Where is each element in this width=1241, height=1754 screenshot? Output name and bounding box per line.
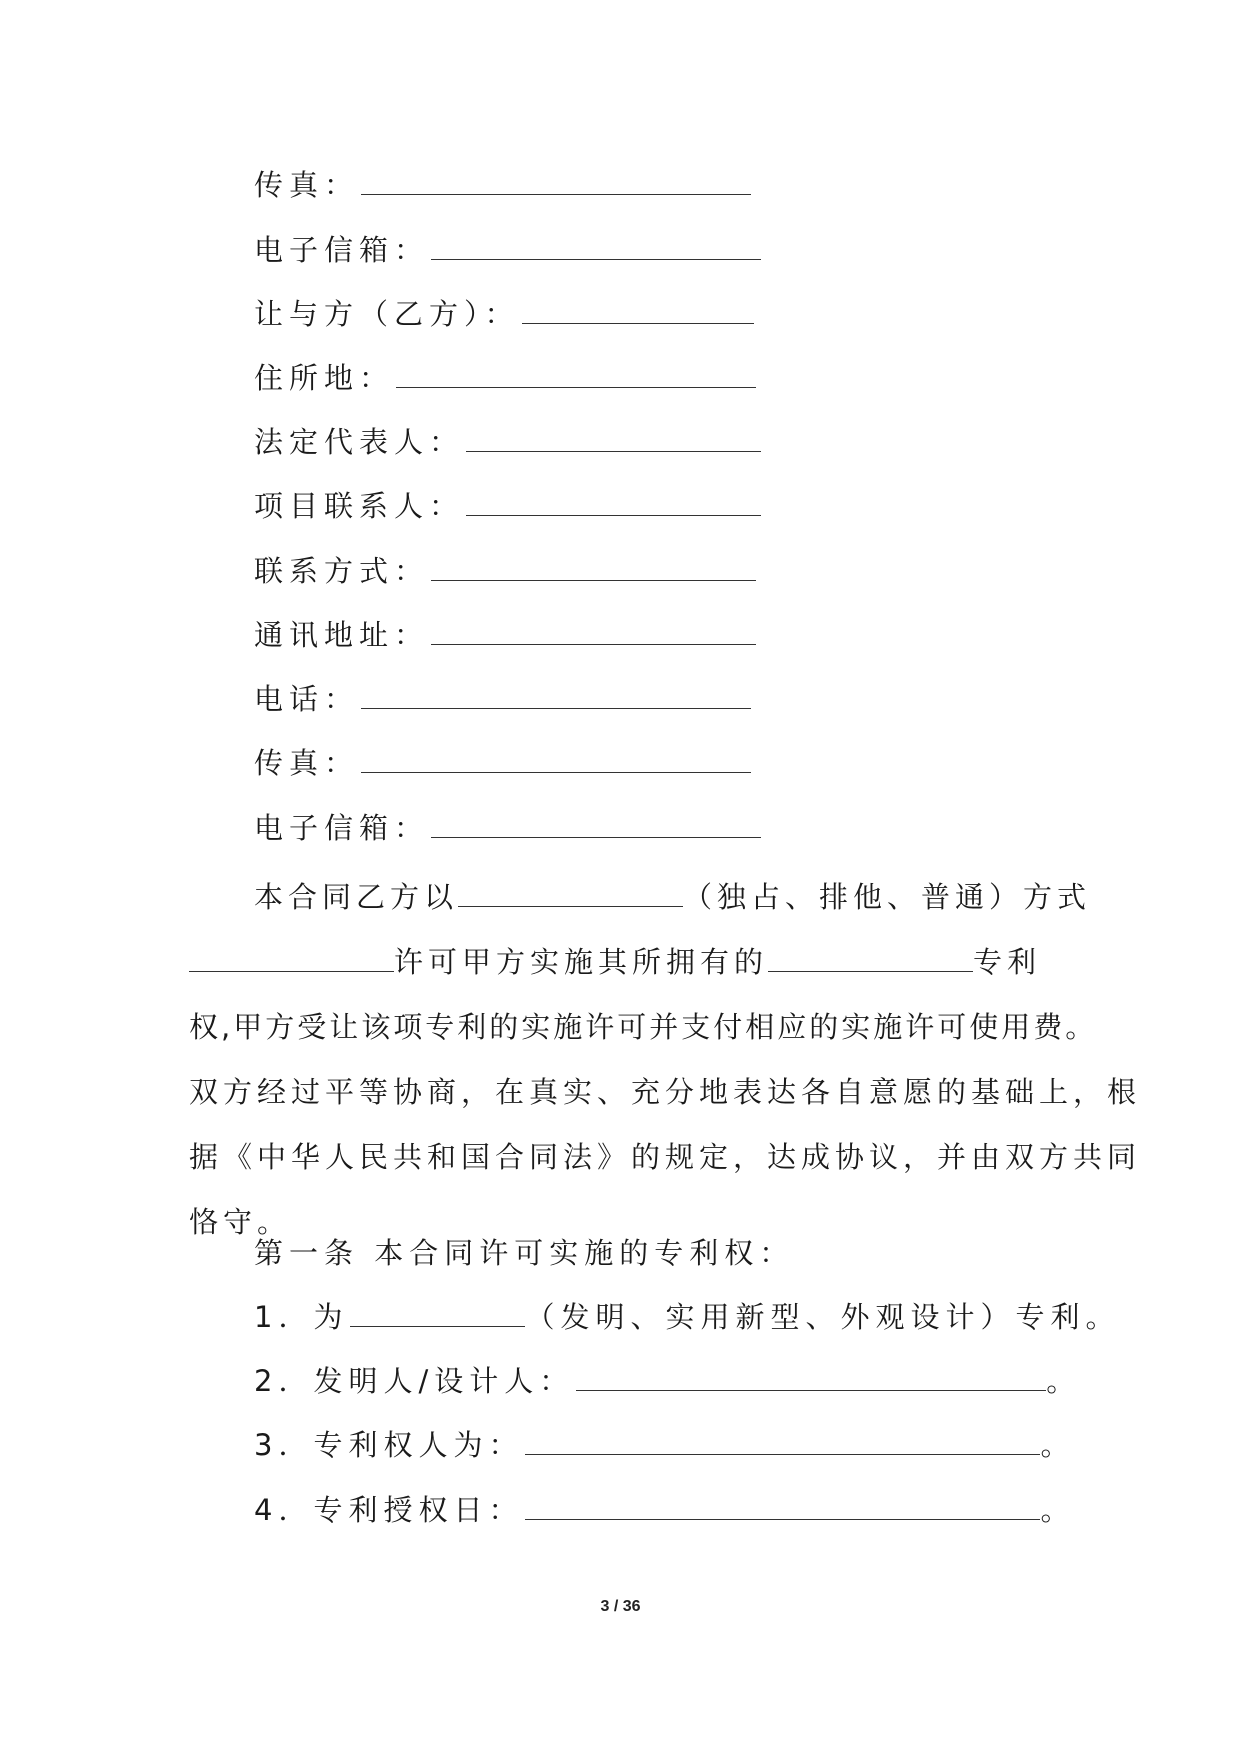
- blank-line: [361, 680, 751, 709]
- paragraph-line: 恪守。: [189, 1205, 292, 1239]
- blank-line: [768, 945, 973, 972]
- article-item-3: [254, 1425, 1075, 1465]
- fax-field-2: [254, 743, 751, 783]
- field-label: 法定代表人：: [254, 425, 465, 459]
- item-text: 3．专利权人为：: [254, 1428, 524, 1462]
- email-field-2: [254, 808, 761, 848]
- item-end-mark: 。: [1040, 1493, 1076, 1527]
- mailing-address-field: [254, 615, 756, 655]
- contact-method-field: [254, 551, 756, 591]
- item-text: 2．发明人/设计人：: [254, 1364, 575, 1398]
- item-end-mark: 。: [1046, 1364, 1082, 1398]
- paragraph-text: 专利: [973, 945, 1042, 979]
- blank-line: [466, 487, 761, 516]
- blank-line: [522, 295, 754, 324]
- blank-line: [189, 945, 394, 972]
- blank-line: [431, 809, 761, 838]
- blank-line: [525, 1491, 1040, 1520]
- licensor-field: [254, 294, 754, 334]
- email-field-1: [254, 230, 761, 270]
- blank-line: [361, 166, 751, 195]
- field-label: 电子信箱：: [254, 233, 430, 267]
- paragraph-text: 许可甲方实施其所拥有的: [394, 945, 769, 979]
- article-item-1: [254, 1297, 1120, 1337]
- page-number: 3 / 36: [600, 1598, 641, 1615]
- blank-line: [431, 552, 756, 581]
- item-text: （发明、实用新型、外观设计）专利。: [525, 1300, 1121, 1334]
- field-label: 让与方（乙方）：: [254, 297, 520, 331]
- field-label: 电话：: [254, 682, 360, 716]
- item-text: 4．专利授权日：: [254, 1493, 524, 1527]
- phone-field: [254, 679, 751, 719]
- legal-rep-field: [254, 422, 761, 462]
- paragraph-line: [189, 865, 1092, 930]
- license-paragraph: [189, 865, 1142, 1255]
- blank-line: [431, 231, 761, 260]
- paragraph-line: [189, 930, 1049, 995]
- blank-line: [458, 880, 683, 907]
- field-label: 通讯地址：: [254, 618, 430, 652]
- blank-line: [396, 359, 756, 388]
- paragraph-line: 据《中华人民共和国合同法》的规定，达成协议，并由双方共同: [189, 1140, 1142, 1174]
- field-label: 传真：: [254, 168, 360, 202]
- fax-field-1: [254, 165, 751, 205]
- item-text: 1．为: [254, 1300, 349, 1334]
- item-end-mark: 。: [1040, 1428, 1076, 1462]
- field-label: 住所地：: [254, 361, 395, 395]
- field-label: 传真：: [254, 746, 360, 780]
- field-label: 电子信箱：: [254, 811, 430, 845]
- blank-line: [431, 616, 756, 645]
- field-label: 项目联系人：: [254, 489, 465, 523]
- paragraph-line: 权,甲方受让该项专利的实施许可并支付相应的实施许可使用费。: [189, 1010, 1098, 1044]
- paragraph-text: 本合同乙方以: [254, 880, 459, 914]
- blank-line: [576, 1362, 1046, 1391]
- field-label: 联系方式：: [254, 554, 430, 588]
- article-title: 第一条 本合同许可实施的专利权：: [254, 1236, 795, 1270]
- blank-line: [525, 1426, 1040, 1455]
- blank-line: [350, 1298, 525, 1327]
- article-item-4: [254, 1490, 1075, 1530]
- paragraph-text: （独占、排他、普通）方式: [683, 880, 1092, 914]
- paragraph-line: 双方经过平等协商，在真实、充分地表达各自意愿的基础上，根: [189, 1075, 1142, 1109]
- address-field: [254, 358, 756, 398]
- article-item-2: [254, 1361, 1081, 1401]
- blank-line: [361, 744, 751, 773]
- project-contact-field: [254, 486, 761, 526]
- blank-line: [466, 423, 761, 452]
